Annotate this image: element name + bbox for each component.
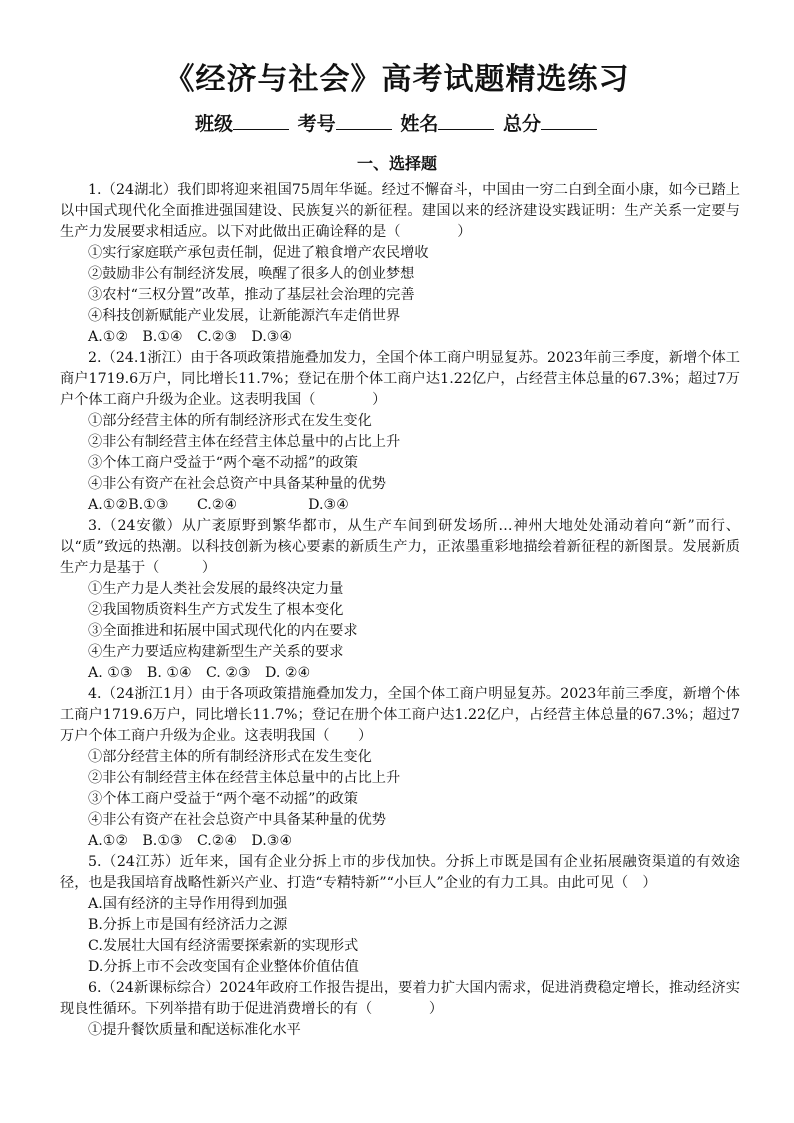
class-blank xyxy=(233,111,289,130)
answer-option: A.国有经济的主导作用得到加强 xyxy=(88,896,288,912)
exam-id-label: 考号 xyxy=(297,113,336,135)
answer-option: ③个体工商户受益于“两个毫不动摇”的政策 xyxy=(88,791,358,807)
question-1 xyxy=(60,180,740,348)
answer-option: ③全面推进和拓展中国式现代化的内在要求 xyxy=(88,623,358,639)
answer-option: ①部分经营主体的所有制经济形式在发生变化 xyxy=(88,749,372,765)
answer-option: ④非公有资产在社会总资产中具备某种量的优势 xyxy=(88,812,386,828)
question-stem: 4.（24浙江1月）由于各项政策措施叠加发力，全国个体工商户明显复苏。2023年前三季度，新增个体工商户1719.6万户，同比增长11.7%；登记在册个体工商户达1.22亿户，占经营主体总量的67.3%；超过7万户个体工商户升级为企业。这表明我国（ ） xyxy=(60,686,740,744)
question-stem: 1.（24湖北）我们即将迎来祖国75周年华诞。经过不懈奋斗，中国由一穷二白到全面小康，如今已踏上以中国式现代化全面推进强国建设、民族复兴的新征程。建国以来的经济建设实践证明：生产关系一定要与生产力发展要求相适应。以下对此做出正确诠释的是（ ） xyxy=(60,182,740,240)
answer-option: A.①② B.①③ C.②④ D.③④ xyxy=(88,833,293,849)
question-2 xyxy=(60,348,740,516)
exam-id-blank xyxy=(336,111,392,130)
answer-option: ①生产力是人类社会发展的最终决定力量 xyxy=(88,581,344,597)
answer-option: B.分拆上市是国有经济活力之源 xyxy=(88,917,288,933)
question-list xyxy=(60,180,740,1041)
answer-option: ②非公有制经营主体在经营主体总量中的占比上升 xyxy=(88,770,401,786)
answer-option: A.①②B.①③ C.②④ D.③④ xyxy=(88,497,349,513)
answer-option: ①实行家庭联产承包责任制，促进了粮食增产农民增收 xyxy=(88,245,429,261)
question-4 xyxy=(60,684,740,852)
answer-option: ②鼓励非公有制经济发展，唤醒了很多人的创业梦想 xyxy=(88,266,415,282)
answer-option: ③农村“三权分置”改革，推动了基层社会治理的完善 xyxy=(88,287,415,303)
student-info-row xyxy=(0,110,794,138)
question-3 xyxy=(60,516,740,684)
answer-option: ②我国物质资料生产方式发生了根本变化 xyxy=(88,602,344,618)
answer-option: A. ①③ B. ①④ C. ②③ D. ②④ xyxy=(88,665,311,681)
answer-option: ②非公有制经营主体在经营主体总量中的占比上升 xyxy=(88,434,401,450)
question-stem: 3.（24安徽）从广袤原野到繁华都市，从生产车间到研发场所…神州大地处处涌动着向“新”而行、以“质”致远的热潮。以科技创新为核心要素的新质生产力，正浓墨重彩地描绘着新征程的新图景。发展新质生产力是基于（ ） xyxy=(60,518,740,576)
question-stem: 5.（24江苏）近年来，国有企业分拆上市的步伐加快。分拆上市既是国有企业拓展融资渠道的有效途径，也是我国培育战略性新兴产业、打造“专精特新”“小巨人”企业的有力工具。由此可见（ ） xyxy=(60,854,740,891)
question-5 xyxy=(60,852,740,978)
answer-option: D.分拆上市不会改变国有企业整体价值估值 xyxy=(88,959,359,975)
answer-option: ①部分经营主体的所有制经济形式在发生变化 xyxy=(88,413,372,429)
name-label: 姓名 xyxy=(400,113,439,135)
question-stem: 6.（24新课标综合）2024年政府工作报告提出，要着力扩大国内需求，促进消费稳定增长，推动经济实现良性循环。下列举措有助于促进消费增长的有（ ） xyxy=(60,980,740,1017)
question-6 xyxy=(60,978,740,1041)
answer-option: ④科技创新赋能产业发展，让新能源汽车走俏世界 xyxy=(88,308,401,324)
answer-option: A.①② B.①④ C.②③ D.③④ xyxy=(88,329,293,345)
score-blank xyxy=(541,111,597,130)
page-title: 《经济与社会》高考试题精选练习 xyxy=(164,62,630,97)
score-label: 总分 xyxy=(502,113,541,135)
class-label: 班级 xyxy=(195,113,234,135)
answer-option: ①提升餐饮质量和配送标准化水平 xyxy=(88,1022,301,1038)
section-heading: 一、选择题 xyxy=(356,154,437,173)
answer-option: ③个体工商户受益于“两个毫不动摇”的政策 xyxy=(88,455,358,471)
question-stem: 2.（24.1浙江）由于各项政策措施叠加发力，全国个体工商户明显复苏。2023年前三季度，新增个体工商户1719.6万户，同比增长11.7%；登记在册个体工商户达1.22亿户，占经营主体总量的67.3%；超过7万户个体工商户升级为企业。这表明我国（ ） xyxy=(60,350,740,408)
answer-option: ④非公有资产在社会总资产中具备某种量的优势 xyxy=(88,476,386,492)
answer-option: C.发展壮大国有经济需要探索新的实现形式 xyxy=(88,938,359,954)
name-blank xyxy=(438,111,494,130)
answer-option: ④生产力要适应构建新型生产关系的要求 xyxy=(88,644,344,660)
